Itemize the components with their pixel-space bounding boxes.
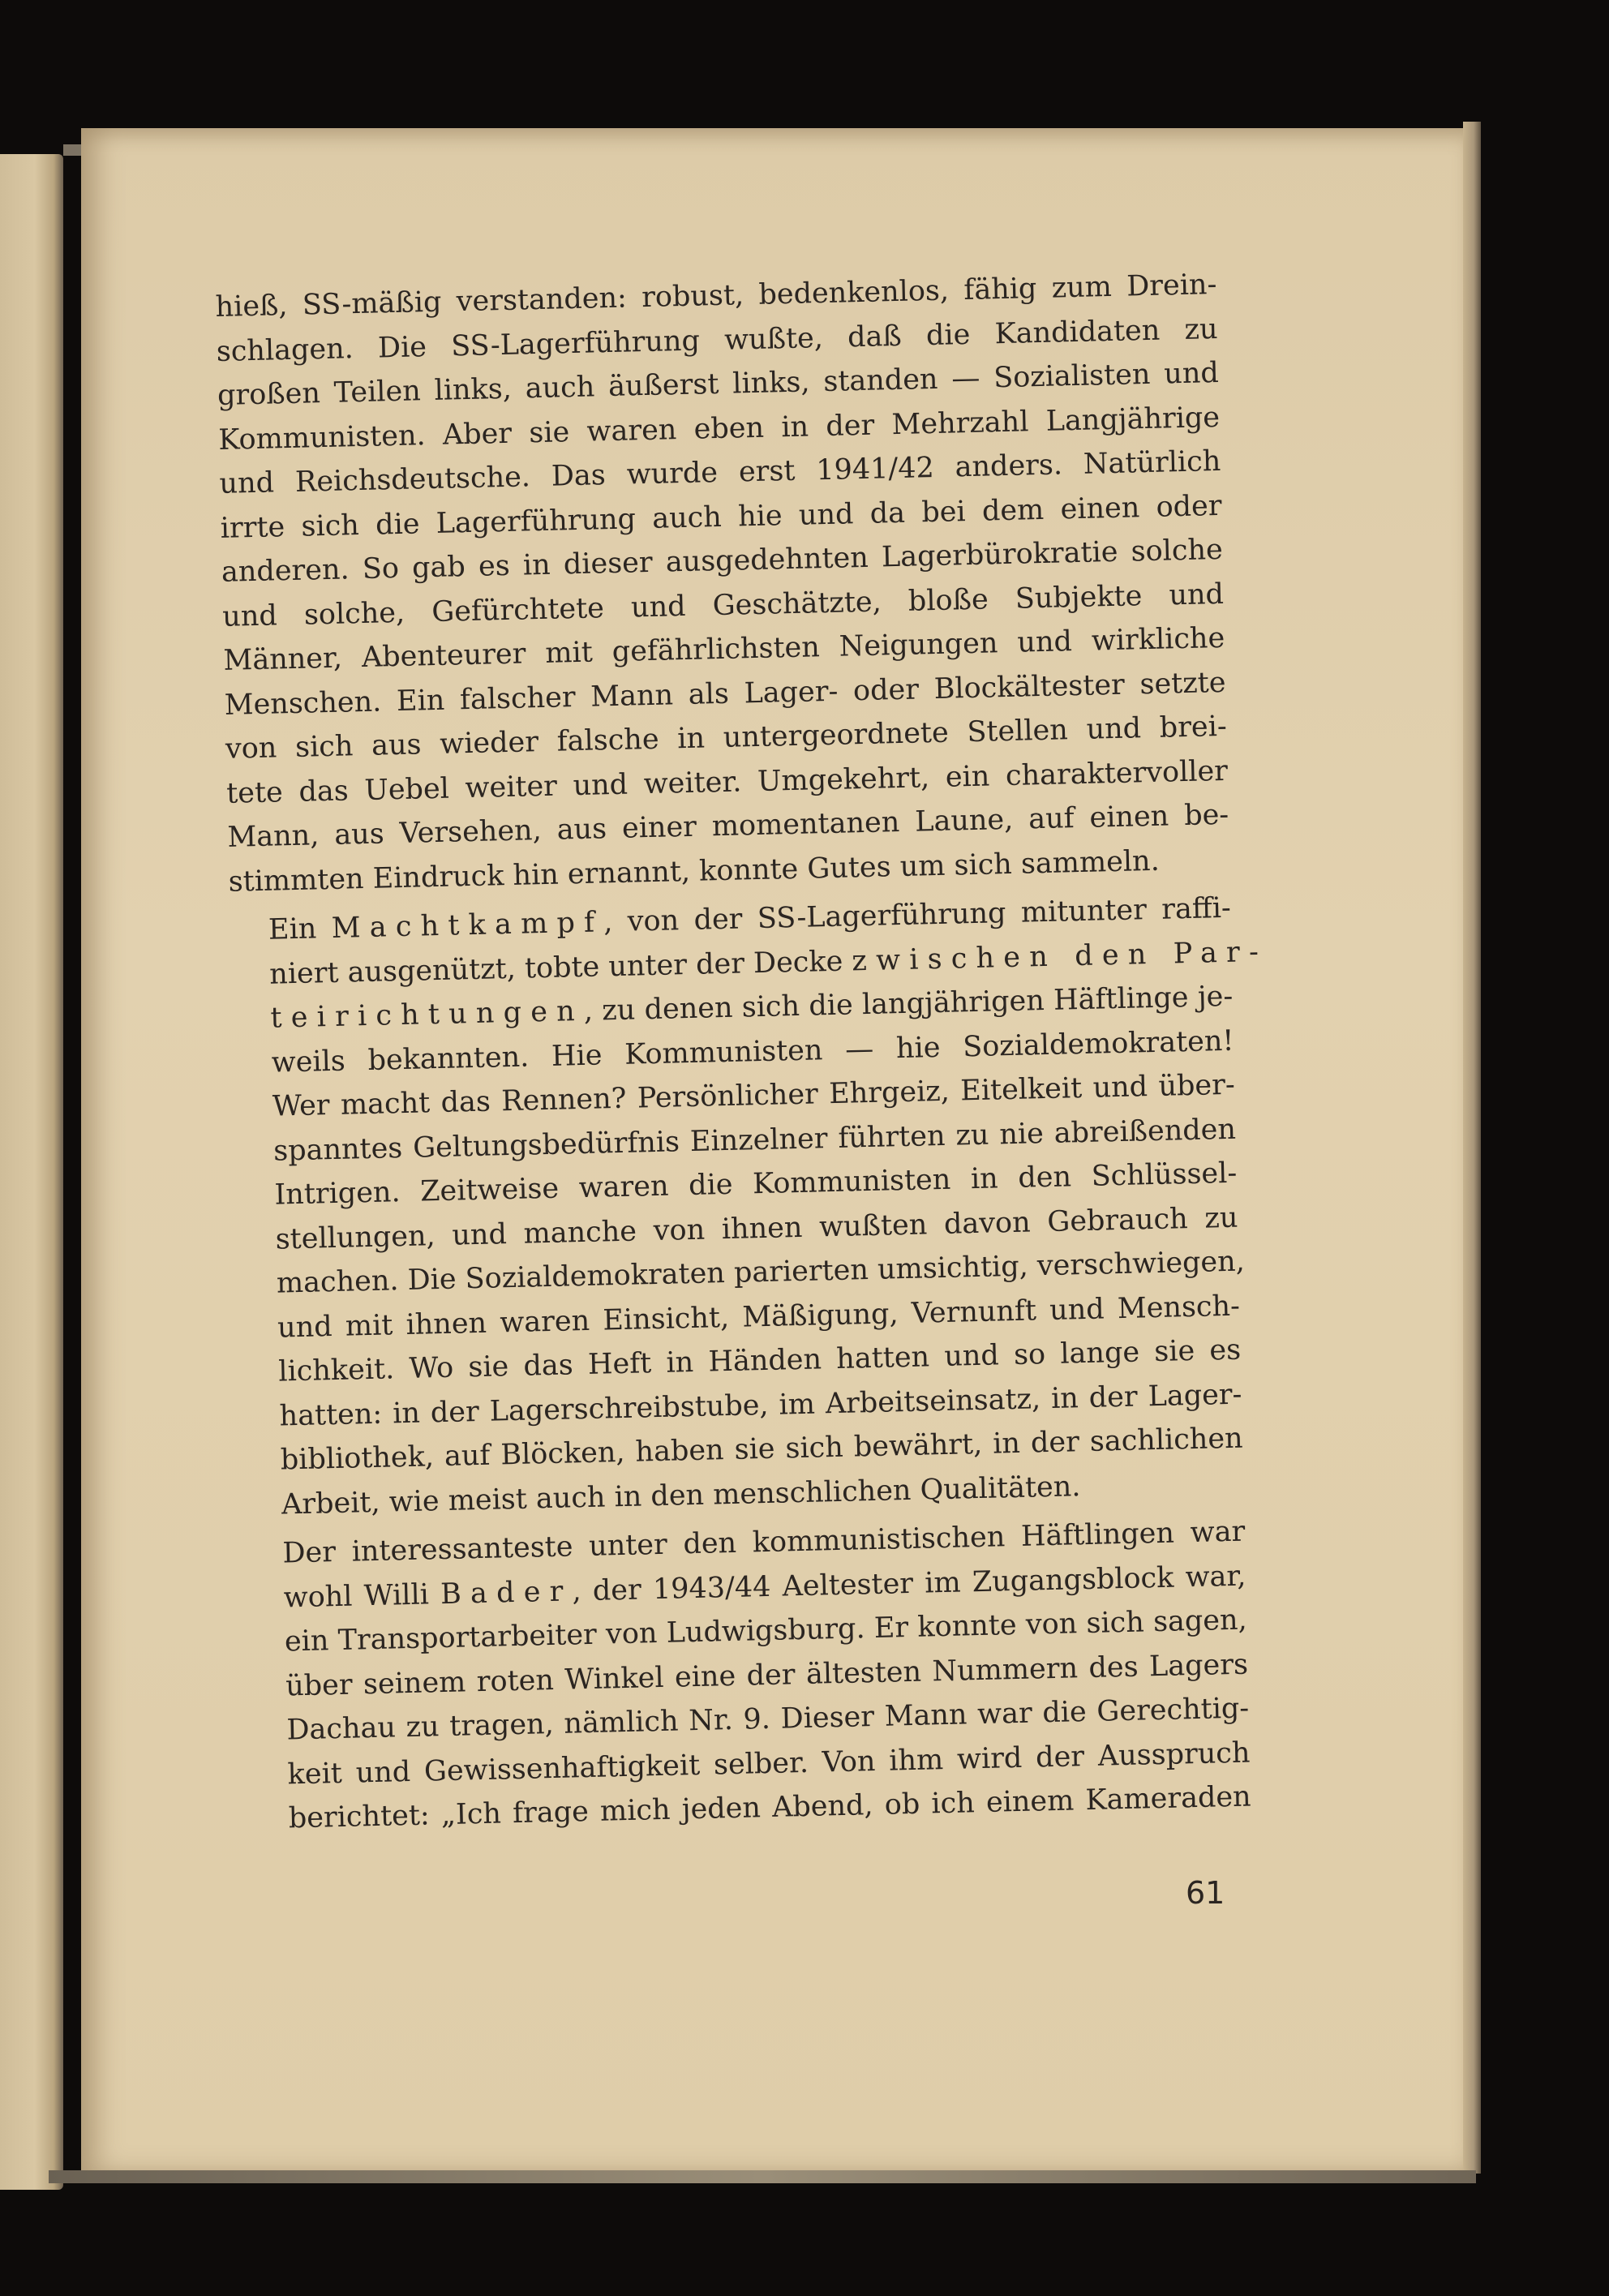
page-number: 61 <box>1186 1875 1225 1911</box>
text-line: ein Transportarbeiter von Ludwigsburg. Er konnte von sich sagen, <box>284 1603 1248 1659</box>
paragraph-2 <box>229 886 1268 1528</box>
text-line: lichkeit. Wo sie das Heft in Händen hatten und so lange sie es <box>277 1333 1242 1388</box>
text-line: Der interessanteste unter den kommunistischen Häftlingen war <box>282 1515 1246 1570</box>
page-bottom-edge <box>49 2170 1476 2183</box>
facing-page-edge <box>0 154 63 2190</box>
text-line: Arbeit, wie meist auch in den menschlichen Qualitäten. <box>281 1470 1081 1521</box>
text-line: Mann, aus Versehen, aus einer momentanen Laune, auf einen be- <box>226 798 1229 854</box>
text-line: anderen. So gab es in dieser ausgedehnten Lagerbürokratie solche <box>221 533 1224 589</box>
paragraph-3 <box>243 1510 1251 1842</box>
text-line: machen. Die Sozialdemokraten parierten umsichtig, verschwiegen, <box>276 1245 1246 1300</box>
text-line: teirichtungen, zu denen sich die langjährigen Häftlinge je- <box>270 980 1234 1035</box>
text-line: großen Teilen links, auch äußerst links, standen — Sozialisten und <box>217 356 1220 412</box>
text-line: über seinem roten Winkel eine der ältesten Nummern des Lagers <box>285 1648 1249 1702</box>
text-line: schlagen. Die SS-Lagerführung wußte, daß die Kandidaten zu <box>216 312 1218 368</box>
text-line: stimmten Eindruck hin ernannt, konnte Gutes um sich sammeln. <box>228 844 1161 899</box>
body-text <box>215 263 1268 1842</box>
text-line: stellungen, und manche von ihnen wußten davon Gebrauch zu <box>275 1201 1238 1256</box>
text-line: niert ausgenützt, tobte unter der Decke zwischen den Par- <box>268 935 1268 991</box>
text-line: Menschen. Ein falscher Mann als Lager- oder Blockältester setzte <box>224 666 1226 722</box>
text-line: irrte sich die Lagerführung auch hie und da bei dem einen oder <box>220 489 1222 545</box>
text-line: bibliothek, auf Blöcken, haben sie sich bewährt, in der sachlichen <box>280 1422 1244 1477</box>
text-line: und mit ihnen waren Einsicht, Mäßigung, Vernunft und Mensch- <box>277 1290 1241 1345</box>
text-line: berichtet: „Ich frage mich jeden Abend, ob ich einem Kameraden <box>288 1780 1252 1835</box>
page-right-edge <box>1463 122 1481 2174</box>
text-line: Männer, Abenteurer mit gefährlichsten Neigungen und wirkliche <box>223 621 1225 677</box>
text-line: und Reichsdeutsche. Das wurde erst 1941/42 anders. Natürlich <box>219 444 1221 500</box>
text-line: tete das Uebel weiter und weiter. Umgekehrt, ein charaktervoller <box>225 754 1229 810</box>
spaced-emphasis: Bader <box>440 1574 573 1611</box>
text-line: hatten: in der Lagerschreibstube, im Arbeitseinsatz, in der Lager- <box>279 1378 1242 1433</box>
text-line: Kommunisten. Aber sie waren eben in der Mehrzahl Langjährige <box>217 401 1221 457</box>
spaced-emphasis: Machtkampf <box>331 906 604 945</box>
text-line: weils bekannten. Hie Kommunisten — hie Sozialdemokraten! <box>271 1024 1234 1079</box>
text-line: hieß, SS-mäßig verstanden: robust, bedenkenlos, fähig zum Drein- <box>215 268 1217 324</box>
text-line: keit und Gewissenhaftigkeit selber. Von ihm wird der Ausspruch <box>287 1736 1251 1791</box>
text-line: Dachau zu tragen, nämlich Nr. 9. Dieser Mann war die Gerechtig- <box>285 1692 1250 1747</box>
text-line: wohl Willi Bader, der 1943/44 Aeltester im Zugangsblock war, <box>283 1560 1246 1614</box>
spaced-emphasis: zwischen den Par- <box>851 935 1268 977</box>
spaced-emphasis: teirichtungen <box>270 994 585 1035</box>
paragraph-1 <box>215 263 1230 904</box>
text-line: spanntes Geltungsbedürfnis Einzelner führten zu nie abreißenden <box>272 1113 1237 1168</box>
text-line: Ein Machtkampf, von der SS-Lagerführung mitunter raffi- <box>268 891 1232 946</box>
text-line: von sich aus wieder falsche in untergeordnete Stellen und brei- <box>225 710 1228 766</box>
text-line: und solche, Gefürchtete und Geschätzte, bloße Subjekte und <box>221 577 1225 633</box>
text-line: Intrigen. Zeitweise waren die Kommunisten in den Schlüssel- <box>274 1157 1238 1212</box>
text-line: Wer macht das Rennen? Persönlicher Ehrgeiz, Eitelkeit und über- <box>272 1068 1236 1123</box>
